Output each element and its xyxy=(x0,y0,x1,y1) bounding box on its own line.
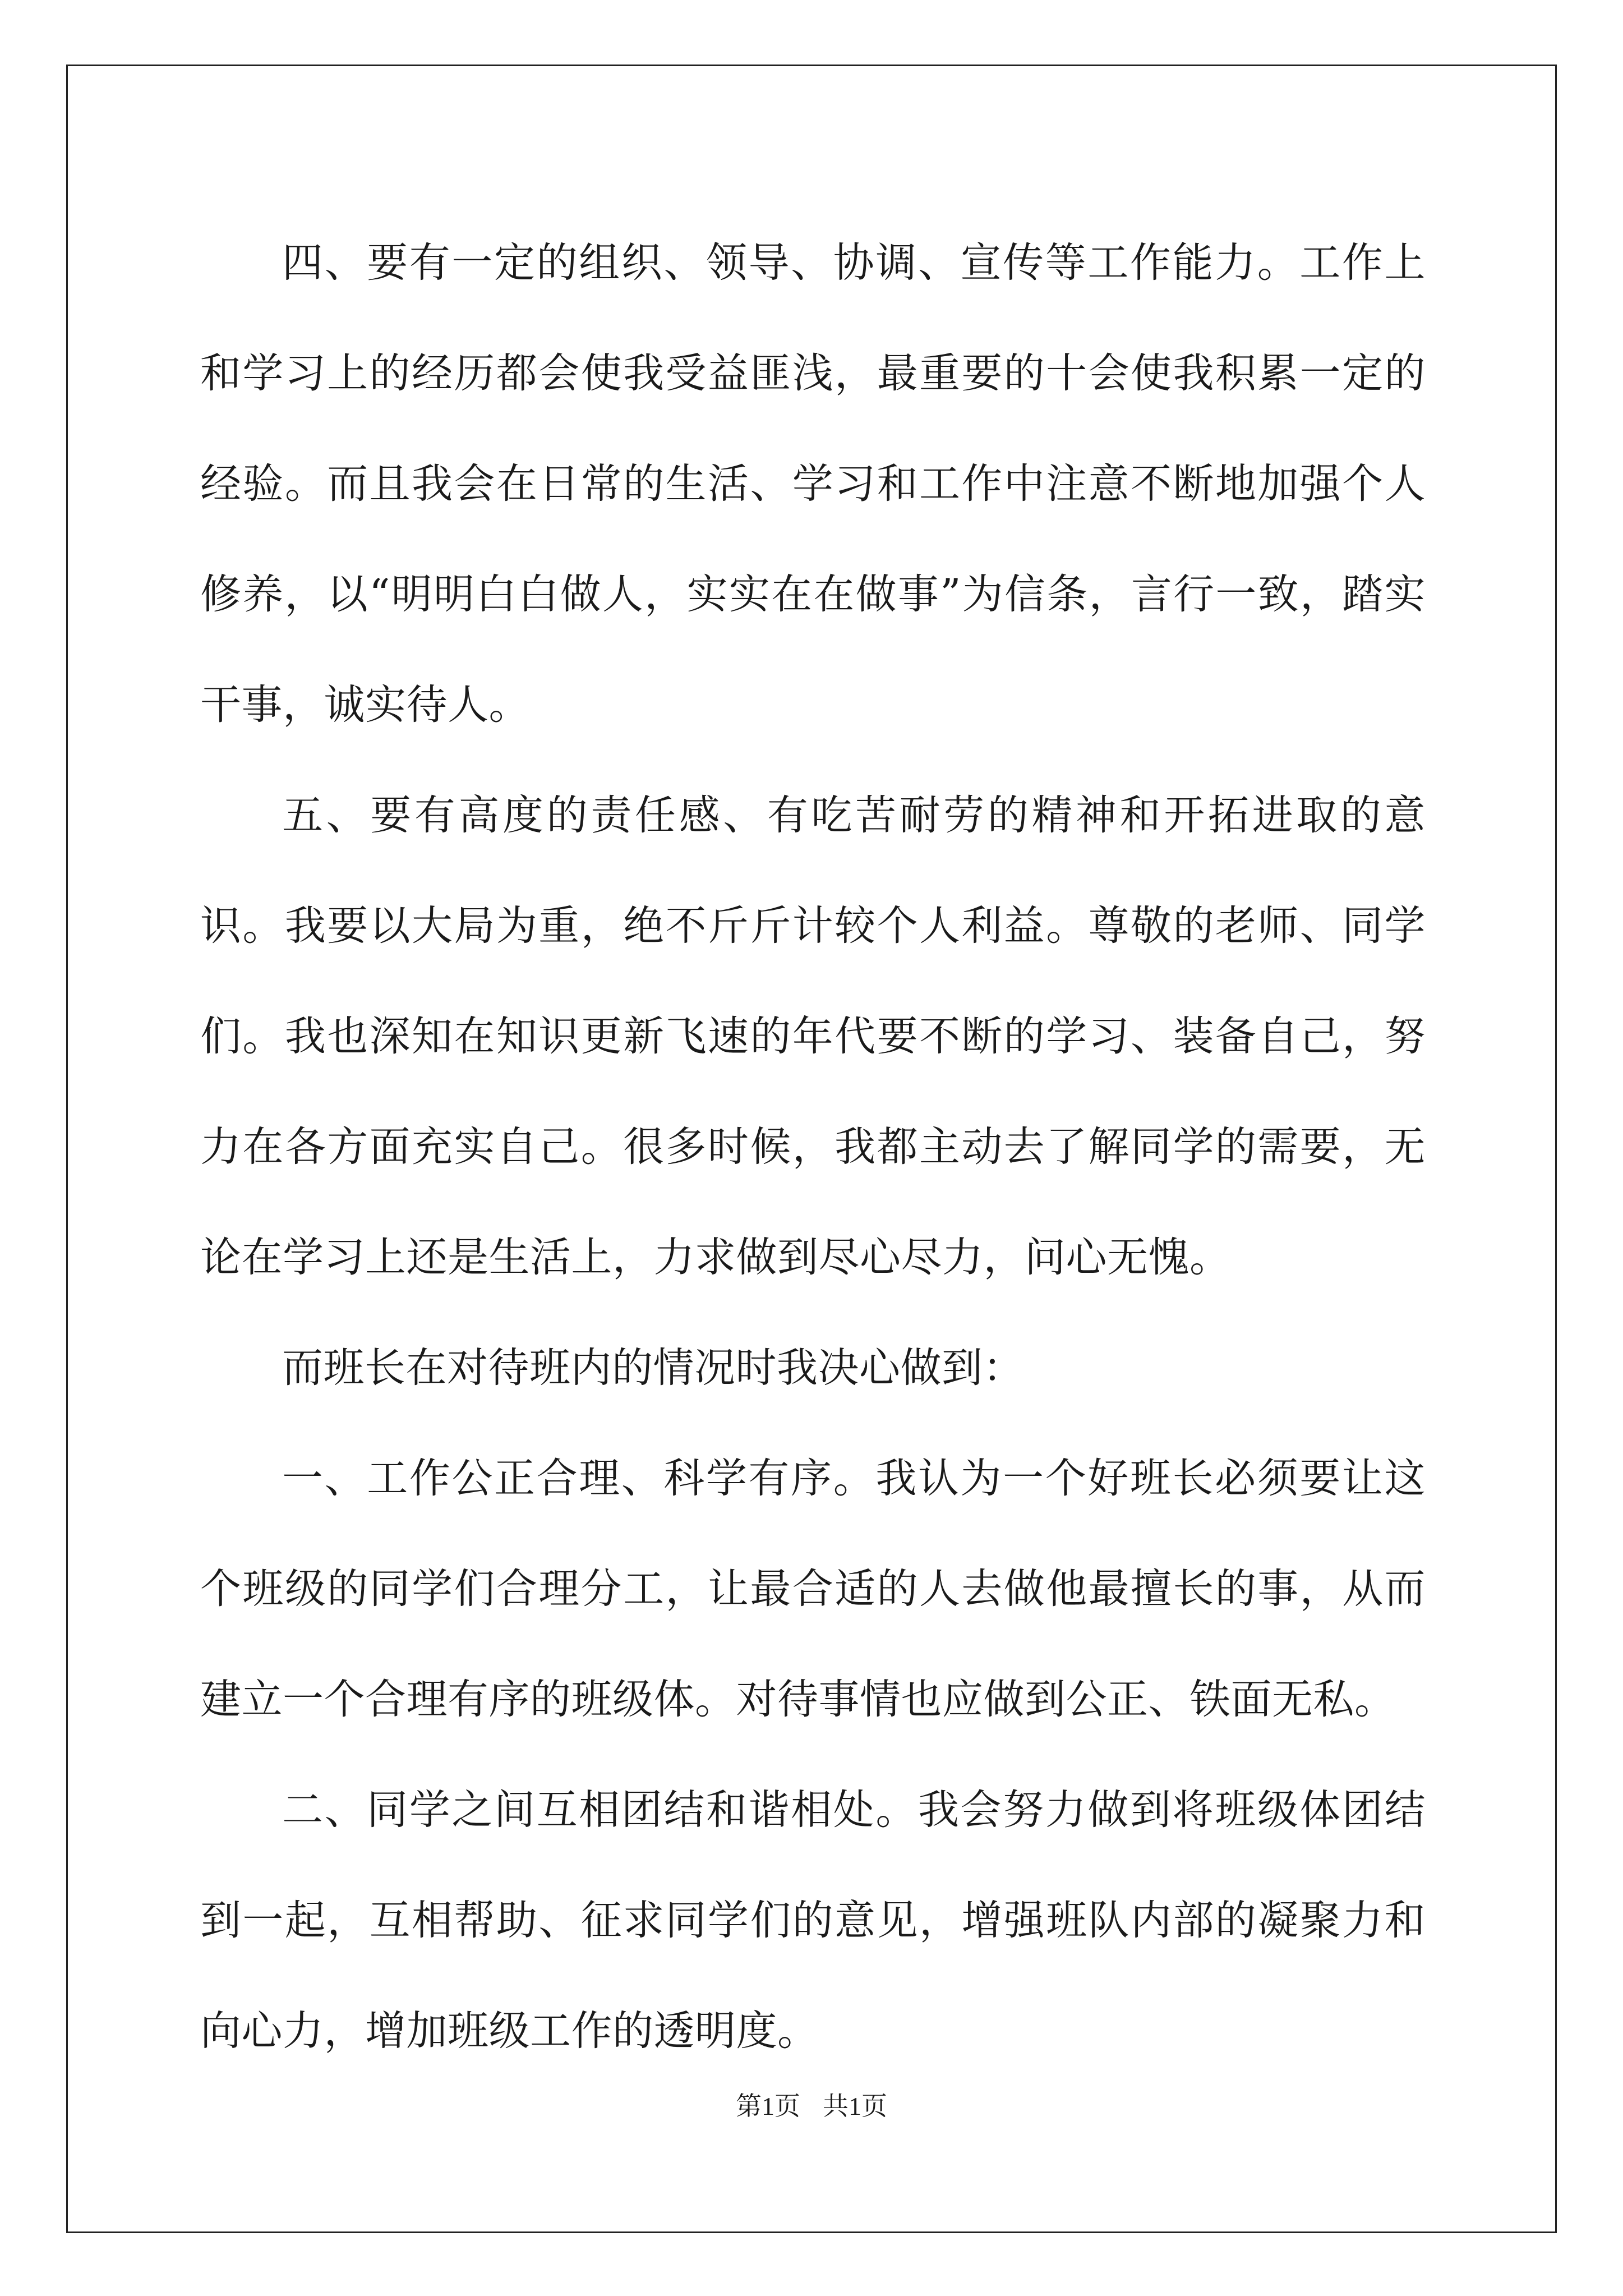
paragraph-2: 二、同学之间互相团结和谐相处。我会努力做到将班级体团结到一起，互相帮助、征求同学们的意见，增强班队内部的凝聚力和向心力，增加班级工作的透明度。 xyxy=(200,1786,1426,2055)
page-number: 第1页 xyxy=(736,2092,800,2120)
paragraph-4: 四、要有一定的组织、领导、协调、宣传等工作能力。工作上和学习上的经历都会使我受益匪浅，最重要的十会使我积累一定的经验。而且我会在日常的生活、学习和工作中注意不断地加强个人修养，以“明明白白做人，实实在在做事”为信条，言行一致，踏实干事，诚实待人。 xyxy=(200,239,1426,729)
page-total: 共1页 xyxy=(823,2092,887,2120)
page-footer xyxy=(0,2086,1623,2123)
document-body xyxy=(200,208,1426,2086)
paragraph-5: 五、要有高度的责任感、有吃苦耐劳的精神和开拓进取的意识。我要以大局为重，绝不斤斤计较个人利益。尊敬的老师、同学们。我也深知在知识更新飞速的年代要不断的学习、装备自己，努力在各方面充实自己。很多时候，我都主动去了解同学的需要，无论在学习上还是生活上，力求做到尽心尽力，问心无愧。 xyxy=(200,792,1426,1281)
paragraph-1: 一、工作公正合理、科学有序。我认为一个好班长必须要让这个班级的同学们合理分工，让最合适的人去做他最擅长的事，从而建立一个合理有序的班级体。对待事情也应做到公正、铁面无私。 xyxy=(200,1455,1426,1723)
paragraph-resolve-intro: 而班长在对待班内的情况时我决心做到： xyxy=(282,1344,1024,1392)
